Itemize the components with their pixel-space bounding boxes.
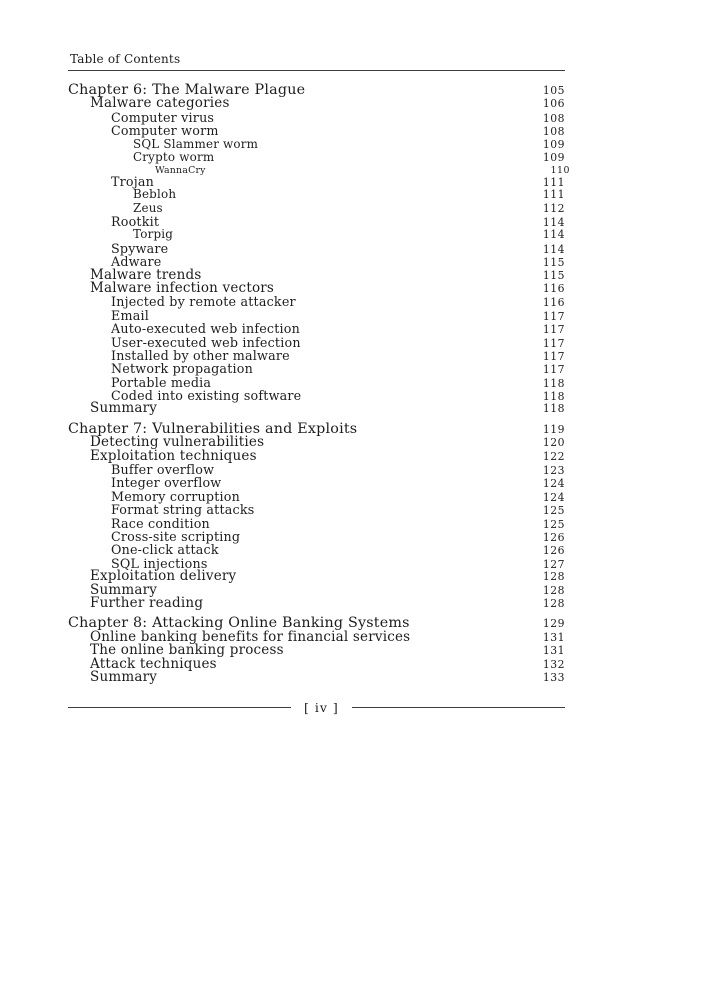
toc-entry-page-number: 117 — [542, 363, 565, 377]
toc-entry-label: Portable media — [111, 374, 212, 390]
toc-entry[interactable] — [68, 124, 565, 137]
toc-entry-page-number: 131 — [542, 644, 565, 658]
toc-entry-label: Further reading — [90, 594, 204, 611]
toc-entry-page-number: 109 — [542, 137, 565, 151]
toc-entry-label: Exploitation delivery — [90, 568, 237, 585]
toc-entry[interactable] — [68, 309, 565, 322]
running-header: Table of Contents — [70, 52, 181, 66]
toc-entry-page-number: 114 — [542, 216, 565, 230]
toc-entry-page-number: 128 — [542, 570, 565, 584]
toc-entry-page-number: 124 — [542, 477, 565, 491]
toc-entry[interactable] — [68, 503, 565, 516]
toc-entry-label: Summary — [90, 581, 158, 598]
toc-entry-label: Trojan — [111, 173, 155, 189]
toc-entry-page-number: 118 — [542, 376, 565, 390]
toc-entry-label: Buffer overflow — [111, 462, 215, 478]
toc-entry[interactable] — [68, 463, 565, 476]
toc-entry-label: Online banking benefits for financial services — [90, 628, 411, 645]
toc-entry[interactable] — [68, 362, 565, 375]
toc-entry-label: Summary — [90, 668, 158, 685]
toc-entry-page-number: 129 — [542, 617, 565, 631]
toc-entry-label: Attack techniques — [90, 655, 217, 672]
footer-rule-right — [352, 707, 565, 708]
toc-entry-label: Torpig — [133, 227, 174, 242]
toc-entry-label: Detecting vulnerabilities — [90, 434, 265, 451]
toc-entry[interactable] — [68, 336, 565, 349]
toc-entry-page-number: 127 — [542, 557, 565, 571]
toc-entry[interactable] — [68, 543, 565, 556]
toc-entry-label: Crypto worm — [133, 149, 215, 164]
page-number-label: [ iv ] — [304, 700, 339, 715]
toc-entry-page-number: 122 — [542, 449, 565, 463]
toc-entry[interactable] — [68, 376, 565, 389]
toc-entry[interactable] — [68, 151, 565, 164]
toc-entry-label: SQL injections — [111, 555, 208, 571]
toc-entry-label: Chapter 8: Attacking Online Banking Systems — [68, 615, 410, 632]
toc-entry-label: Cross-site scripting — [111, 529, 241, 544]
toc-entry[interactable] — [68, 279, 565, 296]
toc-entry[interactable] — [68, 188, 565, 201]
toc-entry-page-number: 115 — [542, 268, 565, 282]
toc-entry-label: Exploitation techniques — [90, 447, 257, 464]
toc-entry-page-number: 108 — [542, 111, 565, 125]
toc-entry[interactable] — [68, 202, 565, 215]
toc-entry-page-number: 123 — [542, 464, 565, 478]
toc-entry-label: Malware infection vectors — [90, 279, 275, 296]
toc-entry-label: Format string attacks — [111, 502, 255, 518]
toc-entry[interactable] — [68, 594, 565, 611]
toc-entry[interactable] — [68, 322, 565, 335]
toc-entry-page-number: 125 — [542, 517, 565, 531]
toc-entry-page-number: 126 — [542, 544, 565, 558]
toc-entry-page-number: 118 — [542, 402, 565, 416]
toc-entry-label: Adware — [111, 254, 162, 270]
toc-entry-page-number: 128 — [542, 596, 565, 610]
toc-entry-label: Memory corruption — [111, 488, 240, 504]
table-of-contents — [68, 82, 570, 685]
toc-entry-label: One-click attack — [111, 542, 219, 558]
toc-entry-page-number: 109 — [542, 150, 565, 164]
toc-entry-label: Race condition — [111, 515, 210, 531]
toc-entry-label: Bebloh — [133, 187, 177, 202]
toc-entry-label: Spyware — [111, 240, 169, 256]
toc-entry-page-number: 119 — [542, 422, 565, 436]
toc-entry-label: Chapter 7: Vulnerabilities and Exploits — [68, 420, 358, 437]
toc-entry-page-number: 116 — [542, 281, 565, 295]
toc-entry-page-number: 110 — [550, 165, 570, 177]
toc-entry-label: Integer overflow — [111, 475, 222, 491]
toc-entry-page-number: 131 — [542, 630, 565, 644]
page-footer — [68, 700, 565, 715]
header-rule — [68, 70, 565, 71]
toc-entry-page-number: 106 — [542, 97, 565, 111]
toc-entry[interactable] — [68, 295, 565, 308]
toc-entry[interactable] — [68, 175, 565, 188]
toc-entry-page-number: 132 — [542, 657, 565, 671]
toc-entry-label: Zeus — [133, 200, 163, 215]
toc-entry-label: WannaCry — [155, 165, 206, 177]
toc-entry[interactable] — [68, 215, 565, 228]
toc-entry[interactable] — [68, 111, 565, 124]
toc-entry-label: Injected by remote attacker — [111, 294, 296, 310]
toc-entry-page-number: 126 — [542, 531, 565, 544]
toc-entry-page-number: 133 — [542, 670, 565, 684]
toc-entry[interactable] — [68, 517, 565, 530]
toc-entry[interactable] — [68, 138, 565, 151]
toc-entry-label: User-executed web infection — [111, 334, 301, 350]
toc-entry-label: Coded into existing software — [111, 388, 302, 404]
toc-entry-page-number: 105 — [542, 84, 565, 97]
toc-entry-page-number: 125 — [542, 504, 565, 518]
toc-entry-page-number: 117 — [542, 323, 565, 337]
footer-rule-left — [68, 707, 291, 708]
toc-entry-label: Chapter 6: The Malware Plague — [68, 82, 306, 98]
toc-entry-label: Computer worm — [111, 123, 219, 139]
toc-entry-label: Summary — [90, 400, 158, 417]
toc-entry[interactable] — [68, 242, 565, 255]
toc-entry-label: Installed by other malware — [111, 347, 290, 363]
toc-entry[interactable] — [68, 228, 565, 241]
toc-entry-page-number: 117 — [542, 336, 565, 350]
toc-entry-page-number: 115 — [542, 256, 565, 270]
toc-entry-page-number: 116 — [542, 296, 565, 310]
toc-entry-label: Malware categories — [90, 95, 230, 112]
toc-entry[interactable] — [68, 447, 565, 464]
toc-entry[interactable] — [68, 476, 565, 489]
toc-entry-page-number: 120 — [542, 436, 565, 450]
toc-entry-label: Auto-executed web infection — [111, 321, 300, 337]
toc-entry[interactable] — [68, 530, 565, 543]
toc-entry-label: Rootkit — [111, 214, 160, 230]
toc-entry-page-number: 114 — [542, 228, 565, 242]
toc-entry-page-number: 112 — [542, 201, 565, 215]
toc-entry-label: Computer virus — [111, 109, 215, 125]
toc-entry[interactable] — [68, 668, 565, 685]
toc-entry-label: Network propagation — [111, 361, 253, 377]
toc-entry-page-number: 111 — [542, 175, 565, 189]
toc-entry[interactable] — [68, 97, 565, 110]
toc-entry-page-number: 117 — [542, 349, 565, 363]
toc-entry[interactable] — [68, 349, 565, 362]
toc-entry[interactable] — [68, 490, 565, 503]
toc-entry-page-number: 111 — [542, 188, 565, 202]
toc-entry-page-number: 108 — [542, 125, 565, 139]
toc-entry-page-number: 118 — [542, 390, 565, 404]
toc-entry-page-number: 128 — [542, 583, 565, 597]
toc-entry-page-number: 117 — [542, 309, 565, 323]
toc-entry-label: Malware trends — [90, 266, 202, 283]
toc-entry-page-number: 114 — [542, 242, 565, 256]
toc-entry-label: The online banking process — [90, 642, 284, 659]
toc-entry-page-number: 124 — [542, 490, 565, 504]
toc-entry[interactable] — [68, 402, 565, 415]
toc-entry-label: Email — [111, 307, 149, 323]
toc-entry-label: SQL Slammer worm — [133, 136, 259, 151]
